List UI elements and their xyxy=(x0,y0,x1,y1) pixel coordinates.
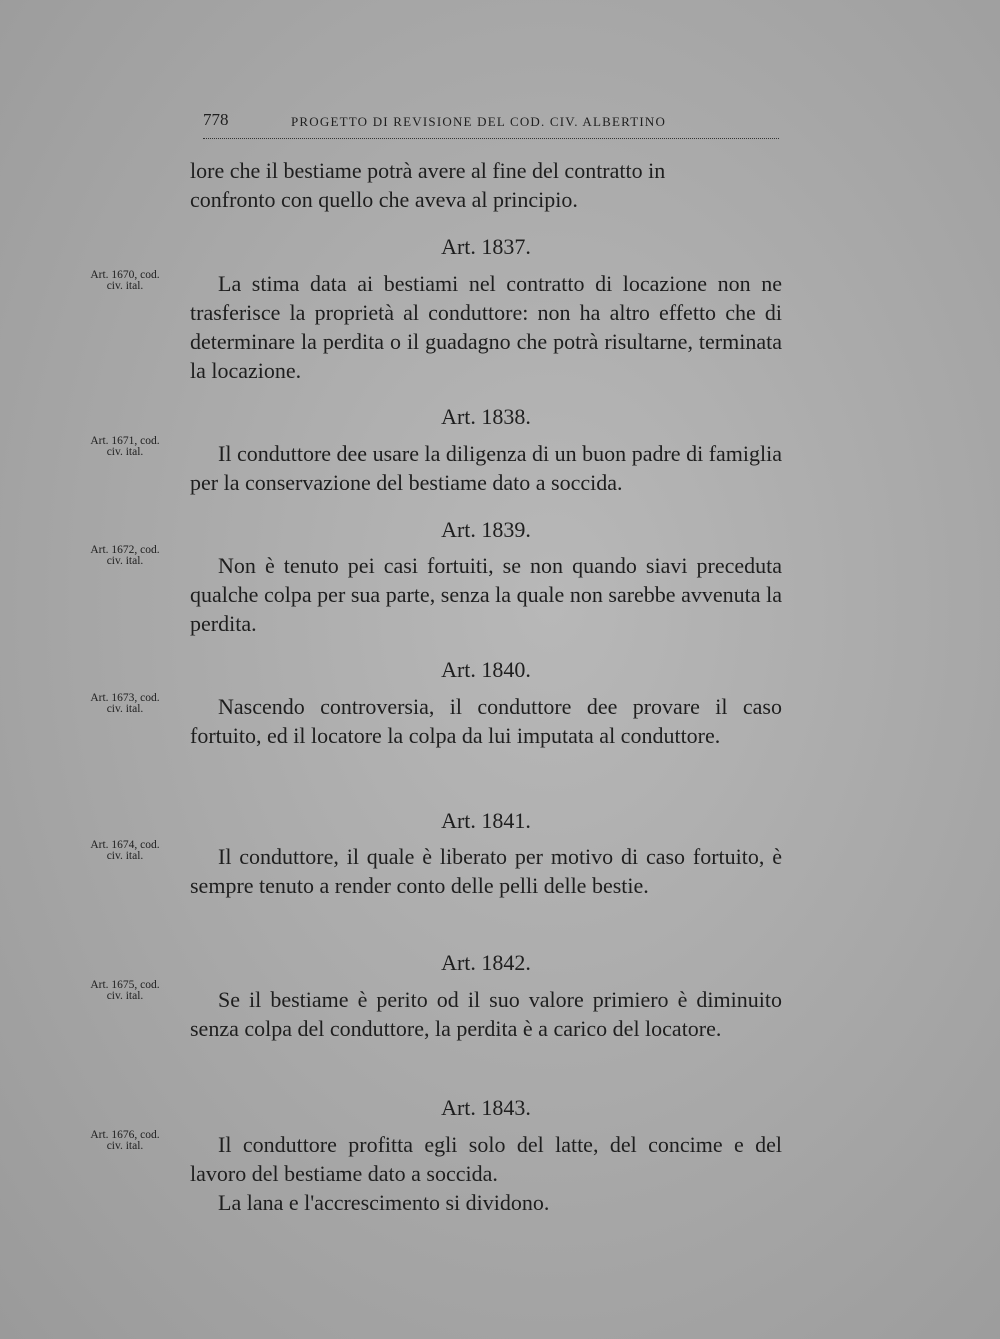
article-title: Art. 1840. xyxy=(441,657,531,682)
article-paragraph: Se il bestiame è perito od il suo valore primiero è diminuito senza colpa del conduttore, la perdita è a carico del locatore. xyxy=(190,987,782,1041)
margin-note-line: Art. 1672, cod. xyxy=(90,544,160,556)
article-title: Art. 1841. xyxy=(441,808,531,833)
margin-note-line: civ. ital. xyxy=(106,990,144,1002)
article-title: Art. 1842. xyxy=(441,950,531,975)
article-body xyxy=(190,692,782,750)
margin-note-line: Art. 1673, cod. xyxy=(90,692,160,704)
margin-note-line: Art. 1675, cod. xyxy=(90,979,160,991)
article-paragraph: La stima data ai bestiami nel contratto di locazione non ne trasferisce la proprietà al conduttore: non ha altro effetto che di determinare la perdita o il guadagno che potrà risultarne, terminata la locazione. xyxy=(190,271,782,383)
margin-note-line: civ. ital. xyxy=(106,280,144,292)
article-body xyxy=(190,1130,782,1217)
article-paragraph: Nascendo controversia, il conduttore dee provare il caso fortuito, ed il locatore la colpa da lui imputata al conduttore. xyxy=(190,694,782,748)
margin-note-line: civ. ital. xyxy=(106,850,144,862)
margin-note-line: civ. ital. xyxy=(106,555,144,567)
continuation-text xyxy=(190,156,782,214)
article-body xyxy=(190,985,782,1043)
margin-note xyxy=(70,1130,180,1152)
margin-note-line: Art. 1676, cod. xyxy=(90,1129,160,1141)
article-paragraph: Il conduttore profitta egli solo del latte, del concime e del lavoro del bestiame dato a soccida. xyxy=(190,1132,782,1186)
article-body xyxy=(190,842,782,900)
article-body xyxy=(190,551,782,638)
article-title: Art. 1837. xyxy=(441,234,531,259)
margin-note xyxy=(70,980,180,1002)
margin-note-line: Art. 1670, cod. xyxy=(90,269,160,281)
margin-note-line: civ. ital. xyxy=(106,703,144,715)
margin-note-line: civ. ital. xyxy=(106,446,144,458)
article-body xyxy=(190,269,782,385)
margin-note xyxy=(70,840,180,862)
margin-note xyxy=(70,545,180,567)
running-title: PROGETTO DI REVISIONE DEL COD. CIV. ALBERTINO xyxy=(291,114,667,129)
page-header xyxy=(203,110,779,139)
article-paragraph: La lana e l'accrescimento si dividono. xyxy=(218,1190,550,1215)
text-line: lore che il bestiame potrà avere al fine del contratto in xyxy=(190,158,666,183)
article-title: Art. 1839. xyxy=(441,517,531,542)
margin-note xyxy=(70,436,180,458)
margin-note xyxy=(70,693,180,715)
article-body xyxy=(190,439,782,497)
article-title: Art. 1838. xyxy=(441,404,531,429)
page-number: 778 xyxy=(203,110,229,129)
article-paragraph: Non è tenuto pei casi fortuiti, se non quando siavi preceduta qualche colpa per sua parte, senza la quale non sarebbe avvenuta la perdita. xyxy=(190,553,782,636)
margin-note-line: Art. 1674, cod. xyxy=(90,839,160,851)
article-paragraph: Il conduttore, il quale è liberato per motivo di caso fortuito, è sempre tenuto a render conto delle pelli delle bestie. xyxy=(190,844,782,898)
margin-note-line: Art. 1671, cod. xyxy=(90,435,160,447)
margin-note-line: civ. ital. xyxy=(106,1140,144,1152)
margin-note xyxy=(70,270,180,292)
article-title: Art. 1843. xyxy=(441,1095,531,1120)
article-paragraph: Il conduttore dee usare la diligenza di un buon padre di famiglia per la conservazione del bestiame dato a soccida. xyxy=(190,441,782,495)
text-line: confronto con quello che aveva al principio. xyxy=(190,187,578,212)
